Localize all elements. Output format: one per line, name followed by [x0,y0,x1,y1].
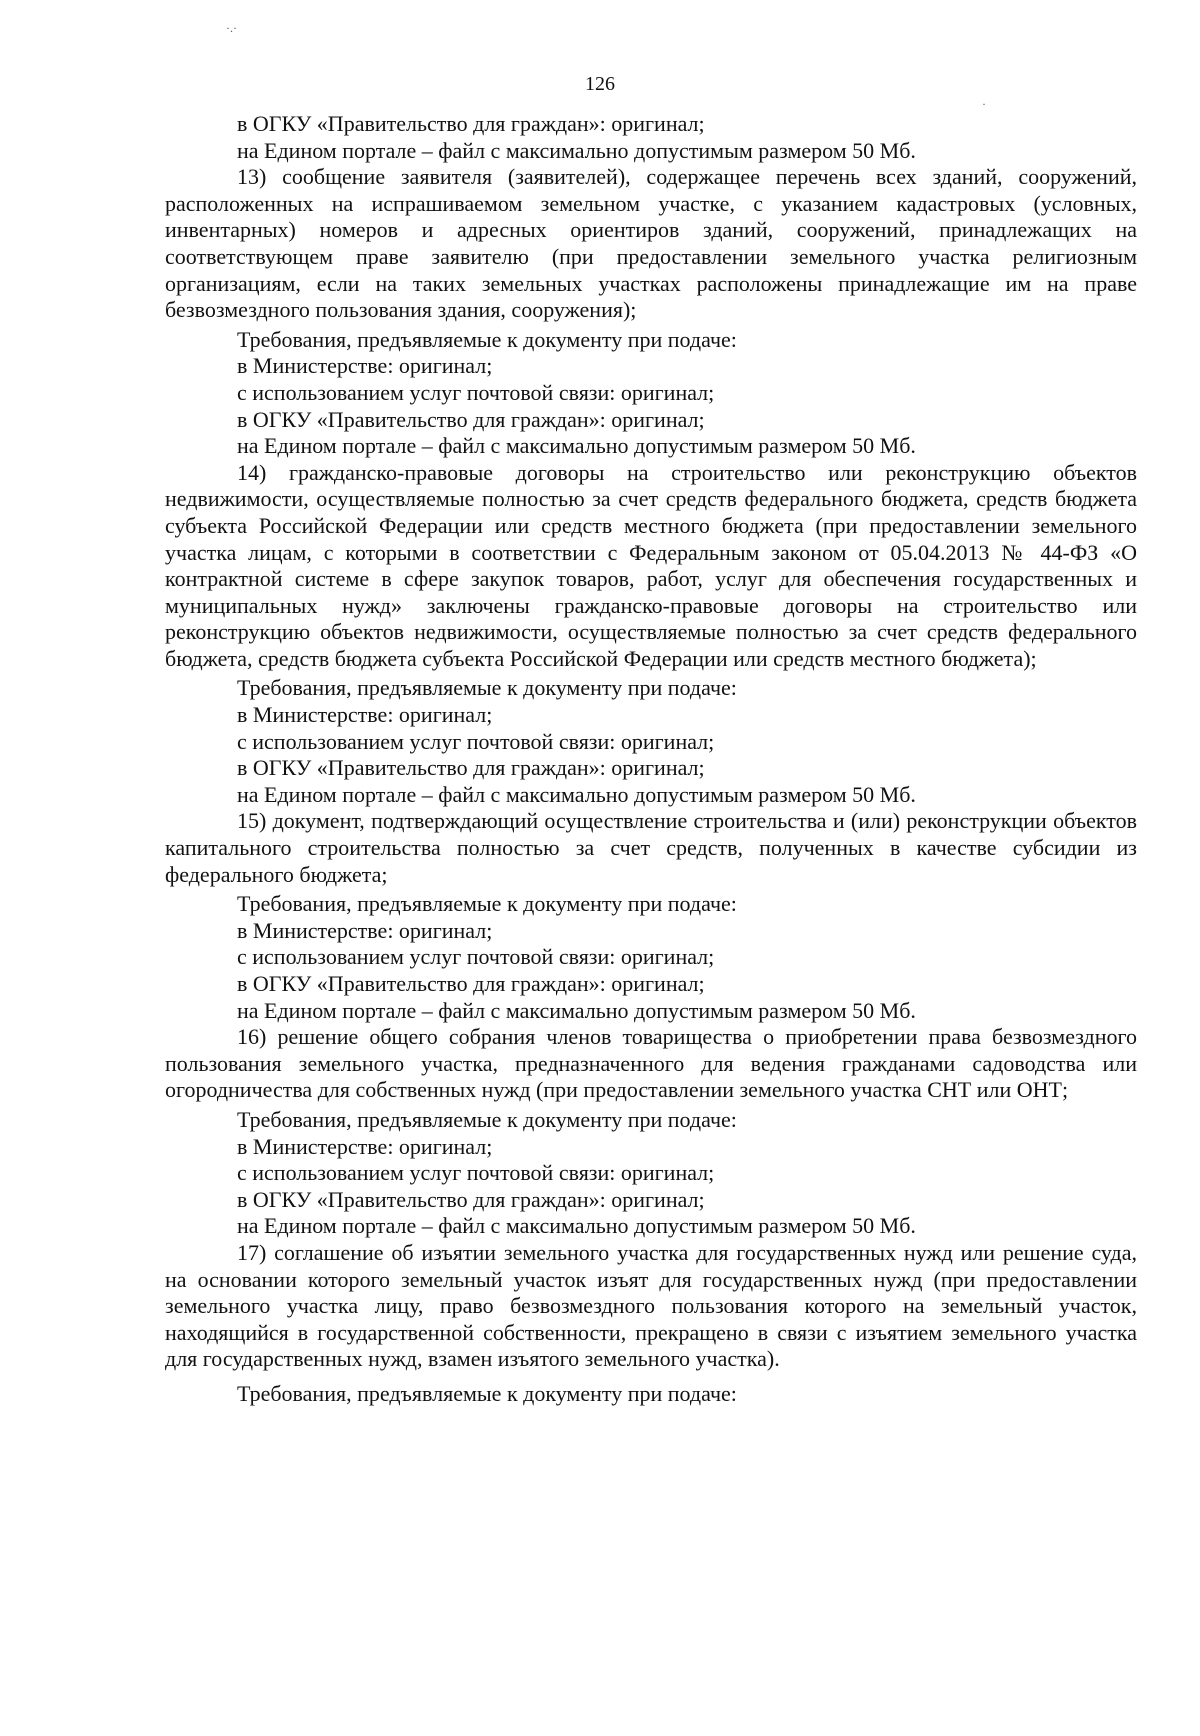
document-line: на Едином портале – файл с максимально допустимым размером 50 Мб. [237,997,916,1023]
document-line: с использованием услуг почтовой связи: оригинал; [237,728,715,754]
document-line: на Едином портале – файл с максимально допустимым размером 50 Мб. [237,1213,916,1239]
document-line: с использованием услуг почтовой связи: оригинал; [237,1160,715,1186]
paragraph-item-14: 14) гражданско-правовые договоры на строительство или реконструкцию объектов недвижимости, осуществляемые полностью за счет средств федерального бюджета, средств бюджета субъекта Российской Федерации или средств местного бюджета (при предоставлении земельного участка лицам, с которыми в соответствии с Федеральным законом от 05.04.2013 № 44-ФЗ «О контрактной системе в сфере закупок товаров, работ, услуг для обеспечения государственных и муниципальных нужд» заключены гражданско-правовые договоры на строительство или реконструкцию объектов недвижимости, осуществляемые полностью за счет средств федерального бюджета, средств бюджета субъекта Российской Федерации или средств местного бюджета); [165,459,1137,671]
page-number: 126 [585,73,615,95]
document-line: в ОГКУ «Правительство для граждан»: оригинал; [237,755,705,781]
paragraph-item-17: 17) соглашение об изъятии земельного участка для государственных нужд или решение суда, на основании которого земельный участок изъят для государственных нужд (при предоставлении земельного участка лицу, право безвозмездного пользования которого на земельный участок, находящийся в государственной собственности, прекращено в связи с изъятием земельного участка для государственных нужд, взамен изъятого земельного участка). [165,1239,1137,1372]
document-line: в ОГКУ «Правительство для граждан»: оригинал; [237,1186,705,1212]
document-line: в ОГКУ «Правительство для граждан»: оригинал; [237,406,705,432]
document-line: в ОГКУ «Правительство для граждан»: оригинал; [237,111,705,136]
document-line: с использованием услуг почтовой связи: оригинал; [237,944,715,970]
document-line: в Министерстве: оригинал; [237,917,493,943]
document-line: на Едином портале – файл с максимально допустимым размером 50 Мб. [237,781,916,807]
paragraph-gap [165,1373,1137,1381]
document-content [165,111,1137,1408]
paragraph-item-16: 16) решение общего собрания членов товарищества о приобретении права безвозмездного пользования земельного участка, предназначенного для ведения гражданами садоводства или огородничества для собственных нужд (при предоставлении земельного участка СНТ или ОНТ; [165,1024,1137,1103]
document-line: в Министерстве: оригинал; [237,353,493,379]
document-line: на Едином портале – файл с максимально допустимым размером 50 Мб. [237,137,916,163]
scan-speckle-top-right: · [982,97,986,111]
document-line: в Министерстве: оригинал; [237,702,493,728]
requirements-heading: Требования, предъявляемые к документу при подаче: [237,675,737,701]
requirements-heading: Требования, предъявляемые к документу при подаче: [237,326,737,352]
document-line: на Едином портале – файл с максимально допустимым размером 50 Мб. [237,433,916,459]
paragraph-item-15: 15) документ, подтверждающий осуществление строительства и (или) реконструкции объектов капитального строительства полностью за счет средств, полученных в качестве субсидии из федерального бюджета; [165,808,1137,887]
document-line: в Министерстве: оригинал; [237,1133,493,1159]
scan-speckle-top-left: ·.· [226,21,237,35]
requirements-heading: Требования, предъявляемые к документу при подаче: [237,1380,737,1406]
document-line: с использованием услуг почтовой связи: оригинал; [237,379,715,405]
requirements-heading: Требования, предъявляемые к документу при подаче: [237,891,737,917]
document-line: в ОГКУ «Правительство для граждан»: оригинал; [237,971,705,996]
paragraph-item-13: 13) сообщение заявителя (заявителей), содержащее перечень всех зданий, сооружений, расположенных на испрашиваемом земельном участке, с указанием кадастровых (условных, инвентарных) номеров и адресных ориентиров зданий, сооружений, принадлежащих на соответствующем праве заявителю (при предоставлении земельного участка религиозным организациям, если на таких земельных участках расположены принадлежащие им на праве безвозмездного пользования здания, сооружения); [165,164,1137,323]
requirements-heading: Требования, предъявляемые к документу при подаче: [237,1106,737,1132]
